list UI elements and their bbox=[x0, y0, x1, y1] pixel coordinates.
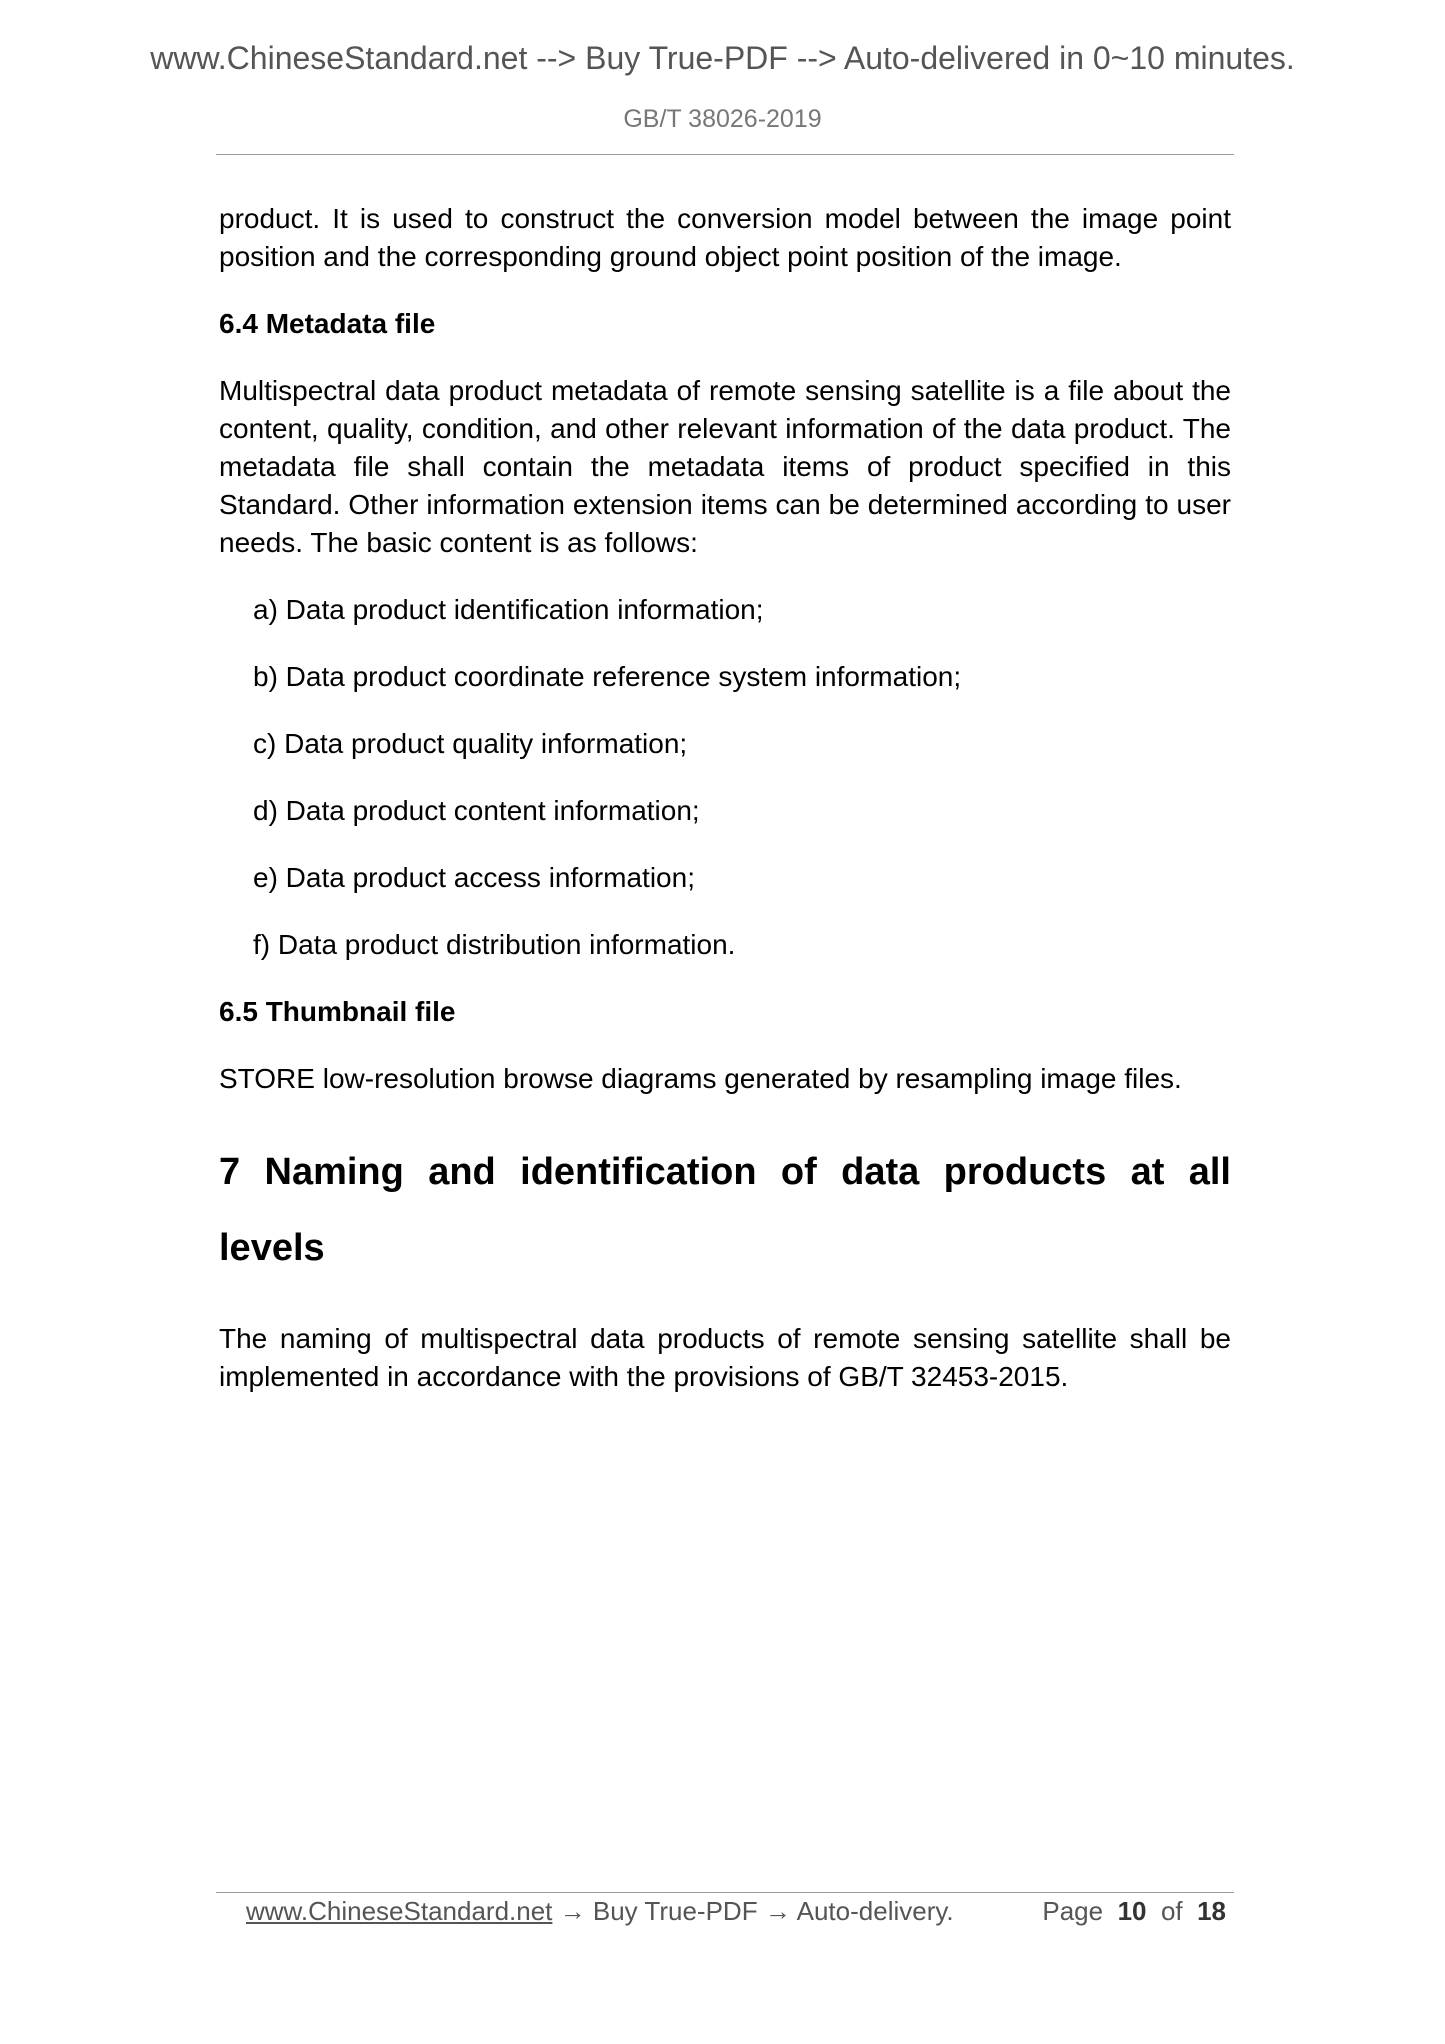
of-label: of bbox=[1160, 1896, 1183, 1926]
list-item: d) Data product content information; bbox=[253, 795, 700, 826]
arrow-right-icon: → bbox=[559, 1896, 586, 1926]
page-number: 10 bbox=[1117, 1896, 1147, 1926]
section-7-paragraph: The naming of multispectral data products of remote sensing satellite shall be implemented in accordance with the provisions of GB/T 32453-2015. bbox=[219, 1323, 1231, 1392]
footer-delivery-text: Auto-delivery. bbox=[796, 1896, 954, 1926]
section-6-4-paragraph: Multispectral data product metadata of remote sensing satellite is a file about the content, quality, condition, and other relevant information of the data product. The metadata file shall contain the metadata items of product specified in this Standard. Other information extension items can be determined according to user needs. The basic content is as follows: bbox=[219, 375, 1231, 558]
section-6-5-heading: 6.5 Thumbnail file bbox=[219, 996, 456, 1027]
footer-site-link[interactable]: www.ChineseStandard.net bbox=[246, 1896, 553, 1926]
section-7-heading-line2: levels bbox=[219, 1227, 325, 1269]
page-footer bbox=[246, 1896, 1226, 1927]
total-pages: 18 bbox=[1197, 1896, 1226, 1926]
list-item: a) Data product identification information; bbox=[253, 594, 764, 625]
page-label: Page bbox=[1042, 1896, 1104, 1926]
header-divider bbox=[216, 154, 1234, 155]
arrow-right-icon: → bbox=[764, 1896, 791, 1926]
section-7-heading bbox=[219, 1134, 1231, 1286]
list-item: c) Data product quality information; bbox=[253, 728, 688, 759]
footer-buy-text: Buy True-PDF bbox=[592, 1896, 758, 1926]
section-6-5-paragraph: STORE low-resolution browse diagrams generated by resampling image files. bbox=[219, 1063, 1182, 1094]
list-item: f) Data product distribution information. bbox=[253, 929, 736, 960]
list-item: e) Data product access information; bbox=[253, 862, 695, 893]
section-6-4-heading: 6.4 Metadata file bbox=[219, 308, 436, 339]
standard-code: GB/T 38026-2019 bbox=[623, 105, 822, 133]
document-body bbox=[219, 200, 1231, 1396]
footer-divider bbox=[216, 1892, 1234, 1893]
list-item: b) Data product coordinate reference system information; bbox=[253, 661, 962, 692]
top-banner: www.ChineseStandard.net --> Buy True-PDF --> Auto-delivered in 0~10 minutes. bbox=[150, 40, 1295, 76]
section-7-heading-line1: 7 Naming and identification of data products at all bbox=[219, 1151, 1231, 1193]
page-indicator bbox=[1042, 1896, 1226, 1927]
intro-paragraph: product. It is used to construct the conversion model between the image point position and the corresponding ground object point position of the image. bbox=[219, 203, 1231, 272]
